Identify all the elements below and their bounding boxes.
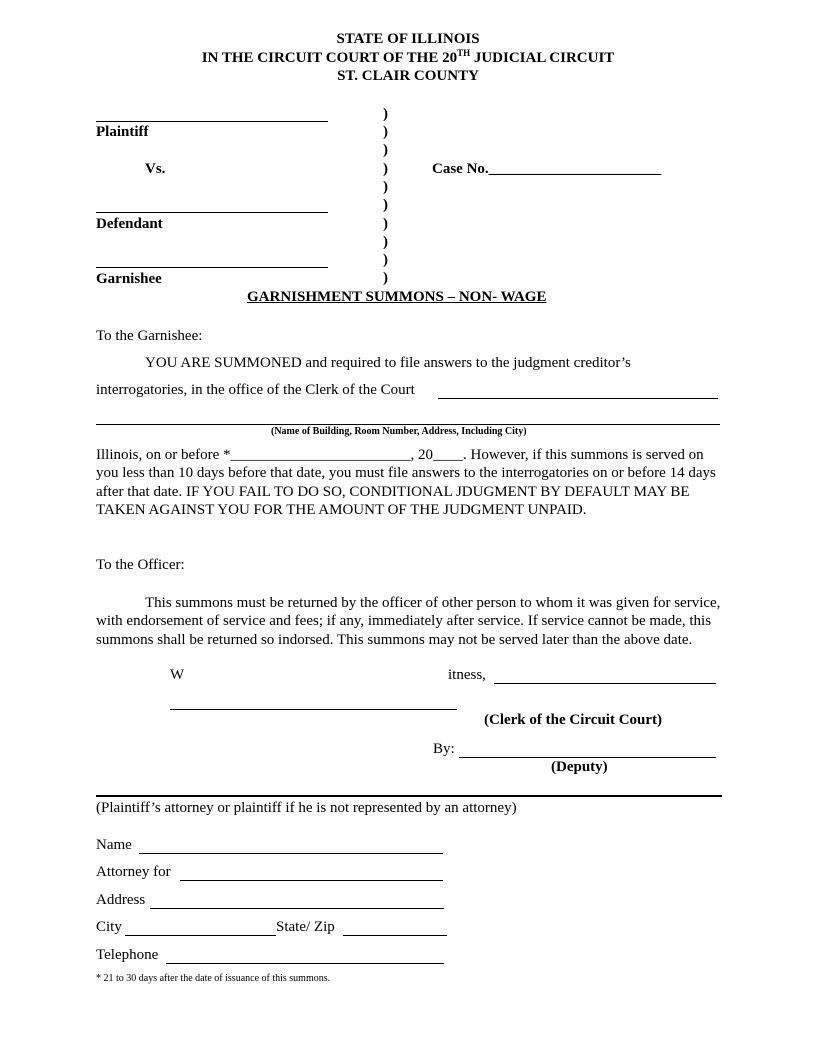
to-garnishee-label: To the Garnishee: xyxy=(96,328,203,344)
caption-paren: ) xyxy=(383,179,388,195)
caption-paren: ) xyxy=(383,252,388,268)
plaintiff-line[interactable] xyxy=(96,121,328,122)
garnishee-line[interactable] xyxy=(96,267,328,268)
caption-paren: ) xyxy=(383,106,388,122)
court-county-heading: ST. CLAIR COUNTY xyxy=(337,68,479,84)
clerk-label: (Clerk of the Circuit Court) xyxy=(484,712,663,728)
witness-line[interactable] xyxy=(494,683,716,684)
vs-label: Vs. xyxy=(145,161,166,177)
summoned-line-1: YOU ARE SUMMONED and required to file answers to the judgment creditor’s xyxy=(145,355,631,371)
illinois-deadline-paragraph: Illinois, on or before *________________________, 20____. However, if this summons is served on you less than 10 days before that date, you must file answers to the interrogatories on or before 14 days after that date. IF YOU FAIL TO DO SO, CONDITIONAL JDUGMENT BY DEFAULT MAY BE TAKEN AGAINST YOU FOR THE AMOUNT OF THE JUDGMENT UNPAID. xyxy=(96,447,716,518)
caption-paren: ) xyxy=(383,161,388,177)
defendant-line[interactable] xyxy=(96,212,328,213)
section-divider xyxy=(96,795,722,797)
caption-paren: ) xyxy=(383,197,388,213)
address-caption: (Name of Building, Room Number, Address, Including City) xyxy=(271,426,527,437)
deputy-label: (Deputy) xyxy=(551,759,608,775)
attorney-for-label: Attorney for xyxy=(96,864,171,880)
circuit-heading-pre: IN THE CIRCUIT COURT OF THE 20 xyxy=(201,50,458,66)
clerk-signature-line[interactable] xyxy=(170,709,457,710)
caption-paren: ) xyxy=(383,234,388,250)
footnote: * 21 to 30 days after the date of issuance of this summons. xyxy=(96,973,331,984)
caption-paren: ) xyxy=(383,142,388,158)
address-label: Address xyxy=(96,892,146,908)
telephone-label: Telephone xyxy=(96,947,159,963)
name-field[interactable] xyxy=(139,853,443,854)
clerk-office-line[interactable] xyxy=(438,398,718,399)
defendant-label: Defendant xyxy=(96,216,163,232)
attorney-heading: (Plaintiff’s attorney or plaintiff if he is not represented by an attorney) xyxy=(96,800,517,816)
state-zip-field[interactable] xyxy=(343,935,447,936)
case-number-field[interactable]: Case No._______________________ xyxy=(432,161,662,177)
circuit-heading-post: JUDICIAL CIRCUIT xyxy=(470,50,615,66)
circuit-heading-sup: TH xyxy=(457,48,471,58)
officer-instructions-paragraph: This summons must be returned by the officer of other person to whom it was given for service, with endorsement of service and fees; if any, immediately after service. If service cannot be made, this summons shall be returned so indorsed. This summons may not be served later than the above date. xyxy=(96,595,721,648)
plaintiff-label: Plaintiff xyxy=(96,124,149,140)
city-label: City xyxy=(96,919,122,935)
court-circuit-heading xyxy=(0,48,816,67)
court-state-heading: STATE OF ILLINOIS xyxy=(336,31,480,47)
witness-label: itness, xyxy=(448,667,486,683)
garnishee-label: Garnishee xyxy=(96,271,162,287)
state-zip-label: State/ Zip xyxy=(276,919,335,935)
summoned-line-2: interrogatories, in the office of the Clerk of the Court xyxy=(96,382,415,398)
attorney-for-field[interactable] xyxy=(180,880,443,881)
city-field[interactable] xyxy=(125,935,276,936)
by-label: By: xyxy=(433,741,455,757)
name-label: Name xyxy=(96,837,132,853)
caption-paren: ) xyxy=(383,270,388,286)
caption-paren: ) xyxy=(383,124,388,140)
deputy-signature-line[interactable] xyxy=(459,757,716,758)
caption-paren: ) xyxy=(383,216,388,232)
witness-w-label: W xyxy=(170,667,185,683)
to-officer-label: To the Officer: xyxy=(96,557,185,573)
summons-title: GARNISHMENT SUMMONS – NON- WAGE xyxy=(247,289,547,305)
telephone-field[interactable] xyxy=(166,963,444,964)
address-field[interactable] xyxy=(150,908,444,909)
clerk-address-line[interactable] xyxy=(96,424,720,425)
